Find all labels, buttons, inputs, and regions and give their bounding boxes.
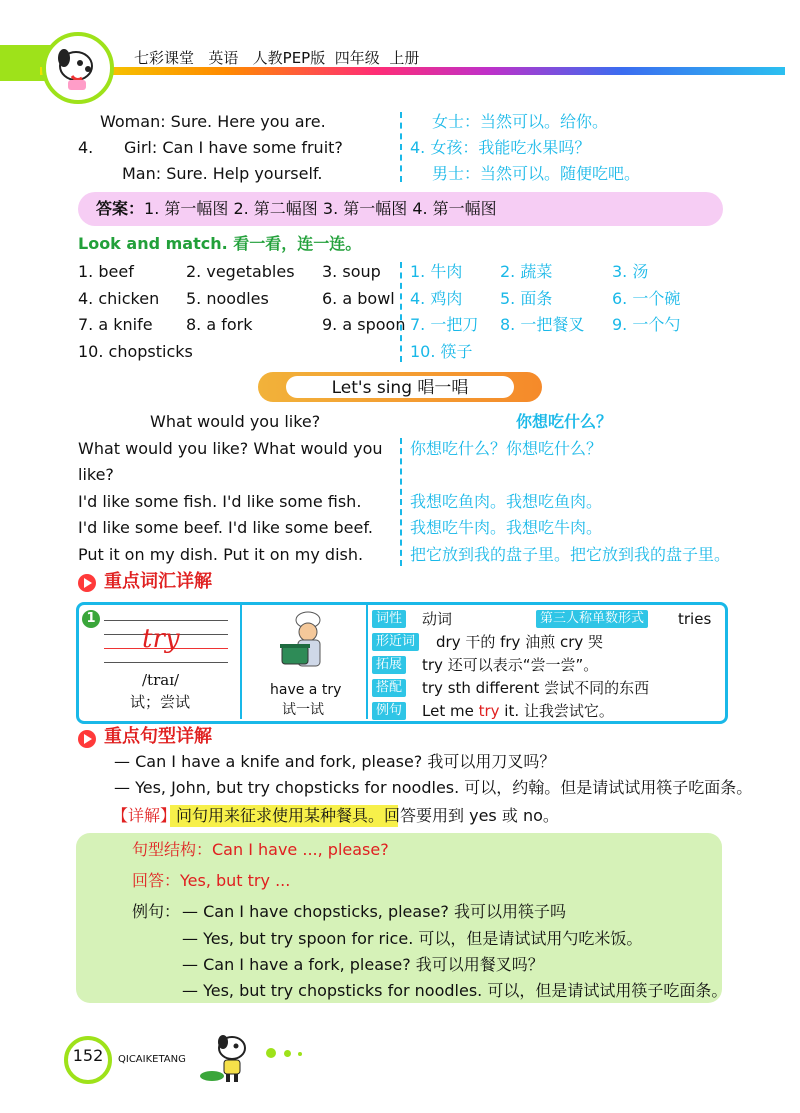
tag-extension: 拓展 <box>372 656 406 674</box>
answer-text: 答案：1. 第一幅图 2. 第二幅图 3. 第一幅图 4. 第一幅图 <box>96 199 497 218</box>
example-label: 例句： <box>132 902 181 921</box>
look-divider <box>400 262 402 362</box>
tag-example: 例句 <box>372 702 406 720</box>
look-item-3: 3. soup <box>322 262 381 281</box>
dog-mascot-icon <box>198 1030 258 1086</box>
look-item-2: 2. vegetables <box>186 262 295 281</box>
dialog-num-4: 4. <box>78 138 94 157</box>
footer-dot <box>284 1050 291 1057</box>
picture-caption-cn: 试一试 <box>282 702 324 718</box>
song-cn-1: 你想吃什么？你想吃什么？ <box>410 439 603 458</box>
vocab-example: Let me try it. 让我尝试它。 <box>422 702 614 720</box>
look-item-10: 10. chopsticks <box>78 342 193 361</box>
chef-cooking-icon <box>276 610 336 674</box>
page-number: 152 <box>72 1046 104 1065</box>
vocab-extension: try 还可以表示“尝一尝”。 <box>422 656 599 674</box>
writing-line <box>104 662 228 663</box>
dog-mascot-icon <box>46 36 110 100</box>
song-en-2: I'd like some fish. I'd like some fish. <box>78 492 362 511</box>
tag-collocation: 搭配 <box>372 679 406 697</box>
song-en-title: What would you like? <box>150 412 321 431</box>
vocab-col-divider-2 <box>366 605 368 719</box>
look-title: Look and match. 看一看，连一连。 <box>78 234 362 253</box>
look-cn-8: 8. 一把餐叉 <box>500 315 585 334</box>
vocab-number-badge: 1 <box>82 610 100 628</box>
look-cn-6: 6. 一个碗 <box>612 289 681 308</box>
vocab-meaning: 试；尝试 <box>130 693 191 711</box>
song-en-1b: like? <box>78 465 114 484</box>
song-en-3: I'd like some beef. I'd like some beef. <box>78 518 373 537</box>
chef-picture <box>276 610 336 674</box>
footer-mascot <box>198 1030 258 1086</box>
look-item-6: 6. a bowl <box>322 289 395 308</box>
dialog-line-1-cn: 女士：当然可以。给你。 <box>432 112 609 131</box>
sentence-section-title: 重点句型详解 <box>104 726 212 747</box>
dialog-line-2: Girl: Can I have some fruit? <box>124 138 343 157</box>
footer-brand: QICAIKETANG <box>118 1054 186 1065</box>
example-1: — Can I have chopsticks, please? 我可以用筷子吗 <box>182 902 566 921</box>
writing-line <box>104 620 228 621</box>
dialog-line-2-cn: 4. 女孩：我能吃水果吗？ <box>410 138 591 157</box>
look-cn-9: 9. 一个勺 <box>612 315 681 334</box>
song-divider <box>400 438 402 566</box>
vocab-col-divider-1 <box>240 605 242 719</box>
header-title: 七彩课堂 英语 人教PEP版 四年级 上册 <box>134 49 420 67</box>
look-item-9: 9. a spoon <box>322 315 406 334</box>
dialog-line-3-cn: 男士：当然可以。随便吃吧。 <box>432 164 641 183</box>
look-cn-1: 1. 牛肉 <box>410 262 463 281</box>
song-en-1a: What would you like? What would you <box>78 439 383 458</box>
song-cn-3: 我想吃牛肉。我想吃牛肉。 <box>410 518 603 537</box>
song-cn-4: 把它放到我的盘子里。把它放到我的盘子里。 <box>410 545 731 564</box>
vocab-word: try <box>142 624 180 654</box>
look-item-5: 5. noodles <box>186 289 269 308</box>
mascot-logo <box>42 32 114 104</box>
tag-pos: 词性 <box>372 610 406 628</box>
tag-similar: 形近词 <box>372 633 419 651</box>
vocab-collocation: try sth different 尝试不同的东西 <box>422 679 650 697</box>
sentence-reply: 回答：Yes, but try ... <box>132 871 291 890</box>
look-item-1: 1. beef <box>78 262 134 281</box>
vocab-phonetic: /traɪ/ <box>142 671 180 689</box>
vocab-similar: dry 干的 fry 油煎 cry 哭 <box>436 633 604 651</box>
sentence-2: — Yes, John, but try chopsticks for noodles. 可以，约翰。但是请试试用筷子吃面条。 <box>114 778 753 797</box>
header-rainbow-bar <box>40 67 785 75</box>
detail-text: 【详解】问句用来征求使用某种餐具。回答要用到 yes 或 no。 <box>112 806 559 825</box>
dialog-line-3: Man: Sure. Help yourself. <box>122 164 323 183</box>
footer-dot <box>298 1052 302 1056</box>
vocab-section-title: 重点词汇详解 <box>104 571 212 592</box>
example-2: — Yes, but try spoon for rice. 可以，但是请试试用勺吃米饭。 <box>182 929 643 948</box>
song-title: Let's sing 唱一唱 <box>331 378 469 398</box>
song-cn-2: 我想吃鱼肉。我想吃鱼肉。 <box>410 492 603 511</box>
tag-third-person: 第三人称单数形式 <box>536 610 648 628</box>
look-cn-7: 7. 一把刀 <box>410 315 479 334</box>
vocab-third: tries <box>678 610 712 628</box>
example-4: — Yes, but try chopsticks for noodles. 可以，但是请试试用筷子吃面条。 <box>182 981 728 1000</box>
song-en-4: Put it on my dish. Put it on my dish. <box>78 545 364 564</box>
look-cn-3: 3. 汤 <box>612 262 649 281</box>
dialog-line-1: Woman: Sure. Here you are. <box>100 112 326 131</box>
look-item-7: 7. a knife <box>78 315 153 334</box>
look-cn-2: 2. 蔬菜 <box>500 262 553 281</box>
look-item-4: 4. chicken <box>78 289 160 308</box>
footer-dot <box>266 1048 276 1058</box>
song-cn-title: 你想吃什么？ <box>516 412 613 431</box>
sentence-1: — Can I have a knife and fork, please? 我可以用刀叉吗？ <box>114 752 556 771</box>
dialog-divider <box>400 112 402 182</box>
vocab-pos: 动词 <box>422 610 453 628</box>
section-bullet-icon <box>78 574 96 592</box>
look-cn-10: 10. 筷子 <box>410 342 473 361</box>
look-item-8: 8. a fork <box>186 315 253 334</box>
picture-caption-en: have a try <box>270 682 342 698</box>
section-bullet-icon <box>78 730 96 748</box>
example-3: — Can I have a fork, please? 我可以用餐叉吗？ <box>182 955 544 974</box>
sentence-structure: 句型结构：Can I have ..., please? <box>132 840 389 859</box>
look-cn-4: 4. 鸡肉 <box>410 289 463 308</box>
look-cn-5: 5. 面条 <box>500 289 553 308</box>
